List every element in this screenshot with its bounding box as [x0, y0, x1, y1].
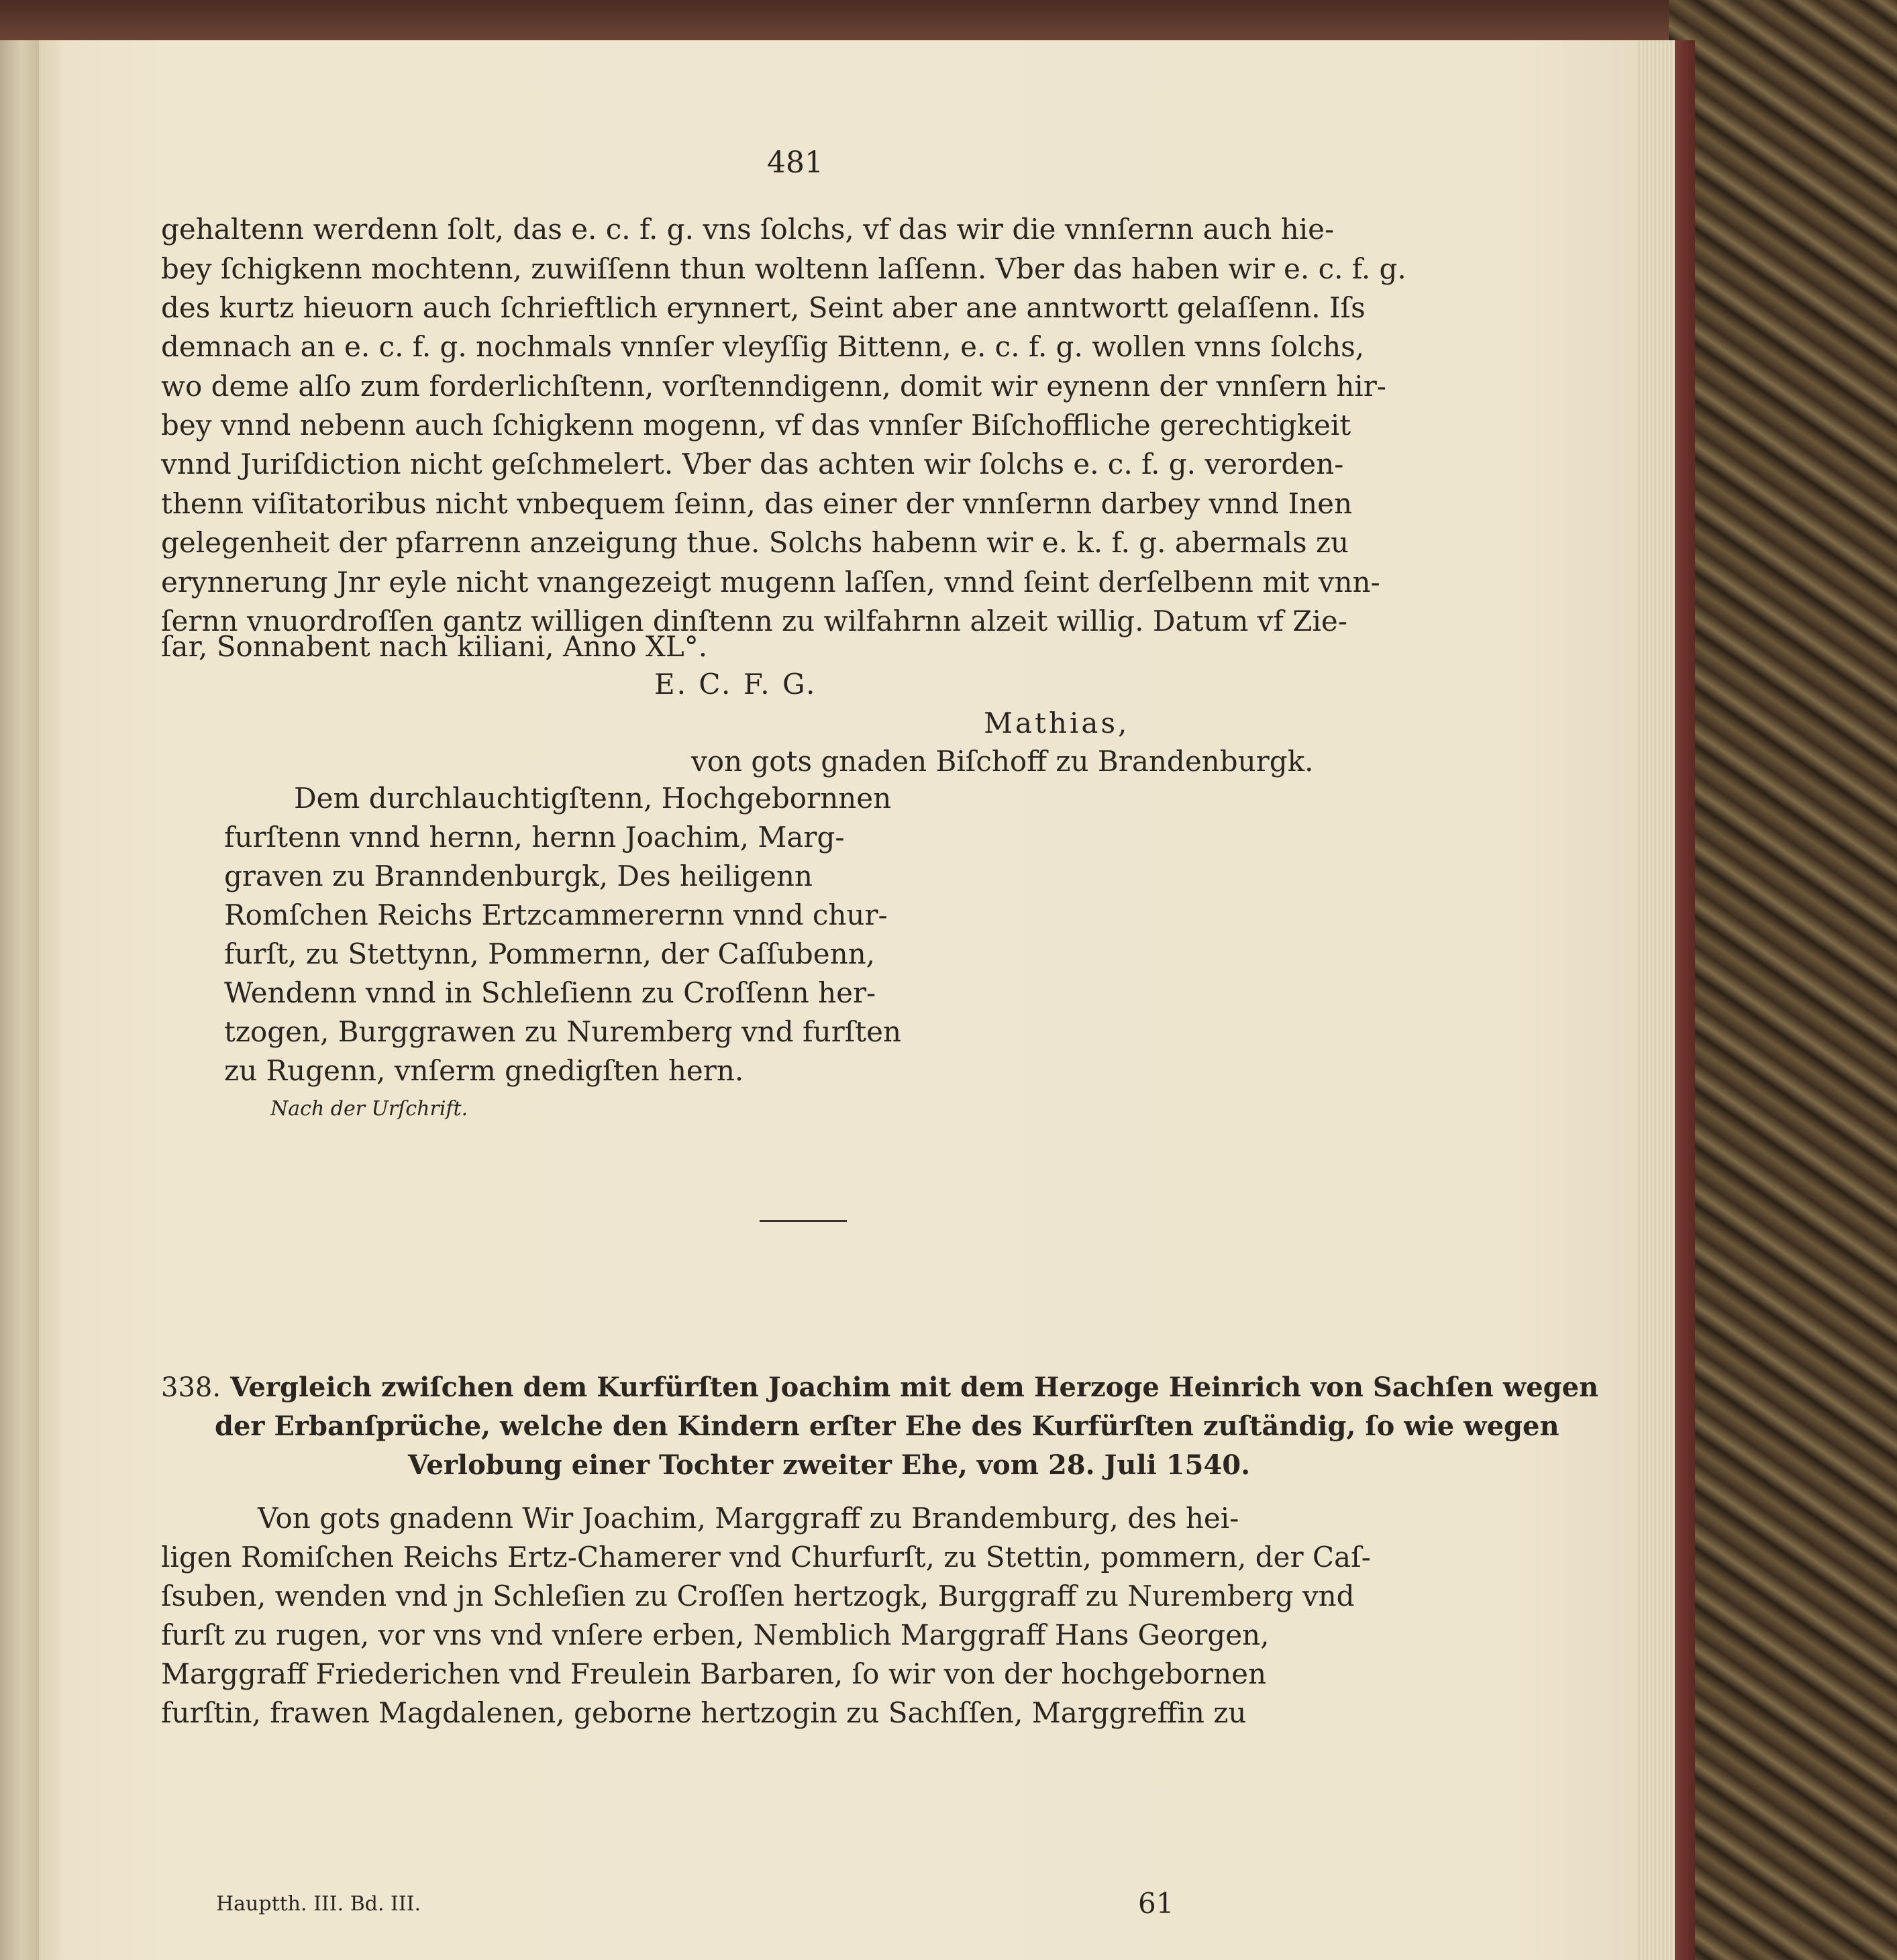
letter-line: thenn viſitatoribus nicht vnbequem ſeinn, das einer der vnnſernn darbey vnnd Inen	[161, 487, 1353, 520]
heading-text: Vergleich zwiſchen dem Kurfürſten Joachim mit dem Herzoge Heinrich von Sachſen wegen	[230, 1372, 1599, 1403]
marbled-cover-board	[1669, 0, 1897, 1960]
address-line: furſt, zu Stettynn, Pommernn, der Caſſubenn,	[224, 937, 876, 970]
letter-line: erynnerung Jnr eyle nicht vnangezeigt mugenn laſſen, vnnd ſeint derſelbenn mit vnn-	[161, 566, 1380, 599]
address-line: Romſchen Reichs Ertzcammerernn vnnd chur-	[224, 898, 888, 931]
address-line: graven zu Branndenburgk, Des heiligenn	[224, 860, 813, 892]
book-top-edge	[0, 0, 1897, 40]
address-line: furſtenn vnnd hernn, hernn Joachim, Marg-	[224, 821, 845, 854]
footer-signature-number: 61	[1138, 1887, 1174, 1920]
letter-line: gelegenheit der pfarrenn anzeigung thue. Solchs habenn wir e. k. f. g. abermals zu	[161, 526, 1349, 559]
letter-line: wo deme alſo zum forderlichſtenn, vorſtenndigenn, domit wir eynenn der vnnſern hir-	[161, 370, 1386, 403]
signature-name: Mathias,	[984, 707, 1130, 739]
letter-line: bey ſchigkenn mochtenn, zuwiſſenn thun woltenn laſſenn. Vber das haben wir e. c. f. g.	[161, 252, 1406, 285]
document-line: furſtin, frawen Magdalenen, geborne hertzogin zu Sachſſen, Marggreffin zu	[161, 1696, 1247, 1729]
address-line: tzogen, Burggrawen zu Nuremberg vnd furſten	[224, 1015, 902, 1048]
section-divider	[760, 1220, 847, 1222]
signature-initials: E. C. F. G.	[654, 668, 817, 701]
letter-line: vnnd Juriſdiction nicht geſchmelert. Vber das achten wir ſolchs e. c. f. g. verorden-	[161, 448, 1344, 480]
document-heading-line-2: der Erbanſprüche, welche den Kindern erſter Ehe des Kurfürſten zuſtändig, ſo wie wegen	[215, 1410, 1559, 1442]
leather-spine-edge	[1675, 40, 1695, 1960]
document-heading-line-3: Verlobung einer Tochter zweiter Ehe, vom 28. Juli 1540.	[408, 1449, 1251, 1481]
letter-line: bey vnnd nebenn auch ſchigkenn mogenn, vf das vnnſer Biſchoffliche gerechtigkeit	[161, 409, 1351, 442]
letter-line: ſernn vnuordroſſen gantz willigen dinſtenn zu wilfahrnn alzeit willig. Datum vf Zie-	[161, 605, 1347, 637]
footer-volume: Hauptth. III. Bd. III.	[216, 1892, 421, 1916]
left-page-edge	[0, 40, 39, 1960]
document-line: furſt zu rugen, vor vns vnd vnſere erben, Nemblich Marggraff Hans Georgen,	[161, 1618, 1270, 1651]
page-stack-edge	[1637, 40, 1679, 1960]
signature-title: von gots gnaden Biſchoff zu Brandenburgk.	[691, 745, 1314, 778]
letter-line: demnach an e. c. f. g. nochmals vnnſer vleyſſig Bittenn, e. c. f. g. wollen vnns ſolchs,	[161, 330, 1365, 363]
page-number: 481	[767, 146, 823, 180]
address-line: zu Rugenn, vnſerm gnedigſten hern.	[224, 1054, 744, 1087]
document-heading-line-1	[161, 1371, 1598, 1404]
document-line: Marggraff Friederichen vnd Freulein Barbaren, ſo wir von der hochgebornen	[161, 1657, 1267, 1690]
source-note: Nach der Urſchrift.	[270, 1097, 468, 1121]
address-line: Wendenn vnnd in Schleſienn zu Croſſenn her-	[224, 976, 876, 1009]
letter-line: ſar, Sonnabent nach kiliani, Anno XL°.	[161, 630, 708, 663]
address-line: Dem durchlauchtigſtenn, Hochgebornnen	[294, 782, 892, 815]
document-line: ligen Romiſchen Reichs Ertz-Chamerer vnd Churfurſt, zu Stettin, pommern, der Caſ-	[161, 1541, 1371, 1574]
document-line: ſsuben, wenden vnd jn Schleſien zu Croſſen hertzogk, Burggraff zu Nuremberg vnd	[161, 1580, 1355, 1612]
document-line: Von gots gnadenn Wir Joachim, Marggraff zu Brandemburg, des hei-	[258, 1502, 1239, 1535]
letter-line: gehaltenn werdenn ſolt, das e. c. f. g. vns ſolchs, vf das wir die vnnſernn auch hie-	[161, 213, 1335, 246]
letter-line: des kurtz hieuorn auch ſchrieftlich erynnert, Seint aber ane anntwortt gelaſſenn. Iſs	[161, 291, 1366, 324]
document-number: 338.	[161, 1372, 221, 1403]
